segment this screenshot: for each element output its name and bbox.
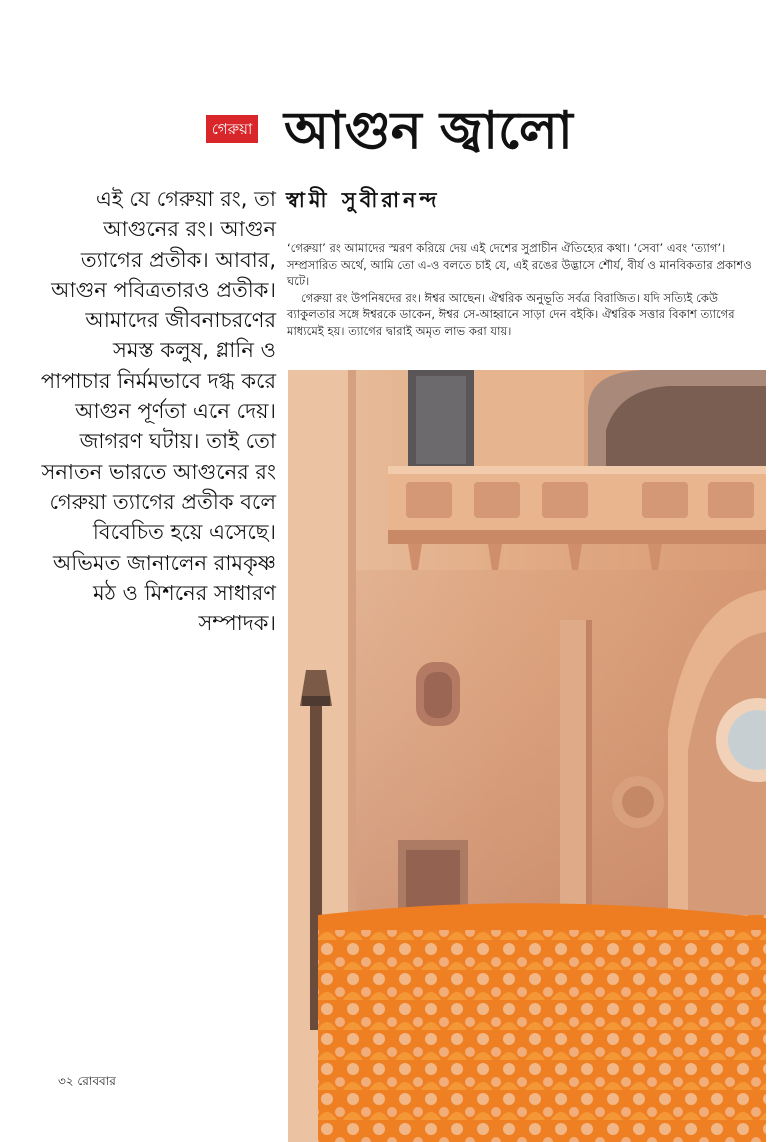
pull-quote: এই যে গেরুয়া রং, তা আগুনের রং। আগুন ত্যাগের প্রতীক। আবার, আগুন পবিত্রতারও প্রতীক। আমাদের জীবনাচরণের সমস্ত কলুষ, গ্লানি ও পাপাচার নির্মমভাবে দগ্ধ করে আগুন পূর্ণতা এনে দেয়। জাগরণ ঘটায়। তাই তো সনাতন ভারতে আগুনের রং গেরুয়া ত্যাগের প্রতীক বলে বিবেচিত হয়ে এসেছে। অভিমত জানালেন রামকৃষ্ণ মঠ ও মিশনের সাধারণ সম্পাদক। [40, 187, 276, 636]
section-tag: গেরুয়া [206, 115, 258, 143]
article-title: আগুন জ্বালো [284, 100, 573, 161]
intro-paragraph-1: ‘গেরুয়া’ রং আমাদের স্মরণ করিয়ে দেয় এই দেশের সুপ্রাচীন ঐতিহ্যের কথা। ‘সেবা’ এবং ‘ত্যাগ’। সম্প্রসারিত অর্থে, আমি তো এ-ও বলতে চাই যে, এই রঙের উদ্ভাসে শৌর্য, বীর্য ও মানবিকতার প্রকাশও ঘটে। [287, 241, 752, 288]
intro-paragraph-2: গেরুয়া রং উপনিষদের রং। ঈশ্বর আছেন। ঐশ্বরিক অনুভূতি সর্বত্র বিরাজিত। যদি সত্যিই কেউ ব্যাকুলতার সঙ্গে ঈশ্বরকে ডাকেন, ঈশ্বর সে-আহ্বানে সাড়া দেন বইকি। ঐশ্বরিক সত্তার বিকাশ ত্যাগের মাধ্যমেই হয়। ত্যাগের দ্বারাই অমৃত লাভ করা যায়। [287, 290, 735, 338]
page-folio: ৩২ রোববার [58, 1074, 116, 1088]
author-byline: স্বামী সুবীরানন্দ [286, 188, 441, 212]
monastery-photo [288, 370, 766, 1142]
intro-text [287, 240, 757, 339]
